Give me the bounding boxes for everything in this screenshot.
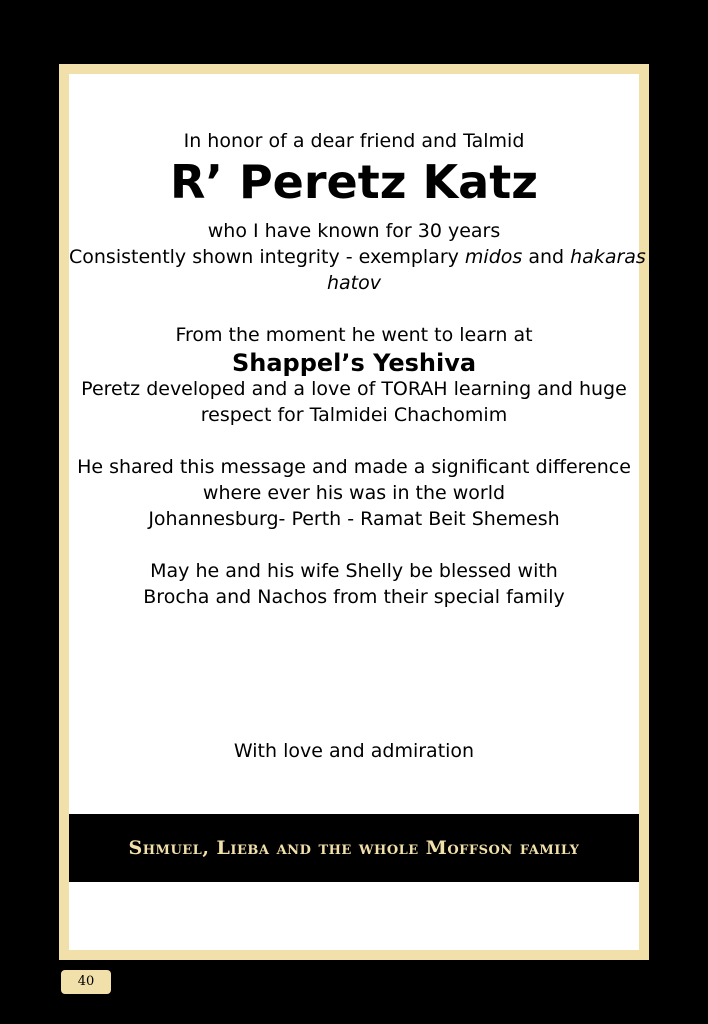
respect-line: respect for Talmidei Chachomim xyxy=(200,404,508,426)
blessed-line: May he and his wife Shelly be blessed with xyxy=(150,560,558,582)
dedication-panel xyxy=(69,74,646,950)
midos-word: midos xyxy=(464,246,523,268)
brocha-line: Brocha and Nachos from their special family xyxy=(143,586,565,608)
shared-line: He shared this message and made a significant difference xyxy=(77,456,631,478)
intro-line: In honor of a dear friend and Talmid xyxy=(183,130,525,152)
integrity-text: Consistently shown integrity - exemplary xyxy=(69,246,465,268)
developed-line: Peretz developed and a love of TORAH learning and huge xyxy=(81,378,627,400)
integrity-line xyxy=(69,244,646,270)
page-frame xyxy=(59,64,649,960)
closing-line: With love and admiration xyxy=(233,740,475,762)
yeshiva-name: Shappel’s Yeshiva xyxy=(231,349,477,377)
page-number: 40 xyxy=(61,970,111,994)
and-word: and xyxy=(522,246,571,268)
hatov-line: hatov xyxy=(326,272,381,294)
learn-line: From the moment he went to learn at xyxy=(175,324,533,346)
known-line: who I have known for 30 years xyxy=(207,220,501,242)
family-banner xyxy=(69,814,639,882)
places-line: Johannesburg- Perth - Ramat Beit Shemesh xyxy=(148,508,560,530)
where-line: where ever his was in the world xyxy=(202,482,506,504)
hakaras-word: hakaras xyxy=(570,246,646,268)
honoree-name: R’ Peretz Katz xyxy=(170,155,538,209)
family-banner-text: Shmuel, Lieba and the whole Moffson family xyxy=(128,837,580,859)
